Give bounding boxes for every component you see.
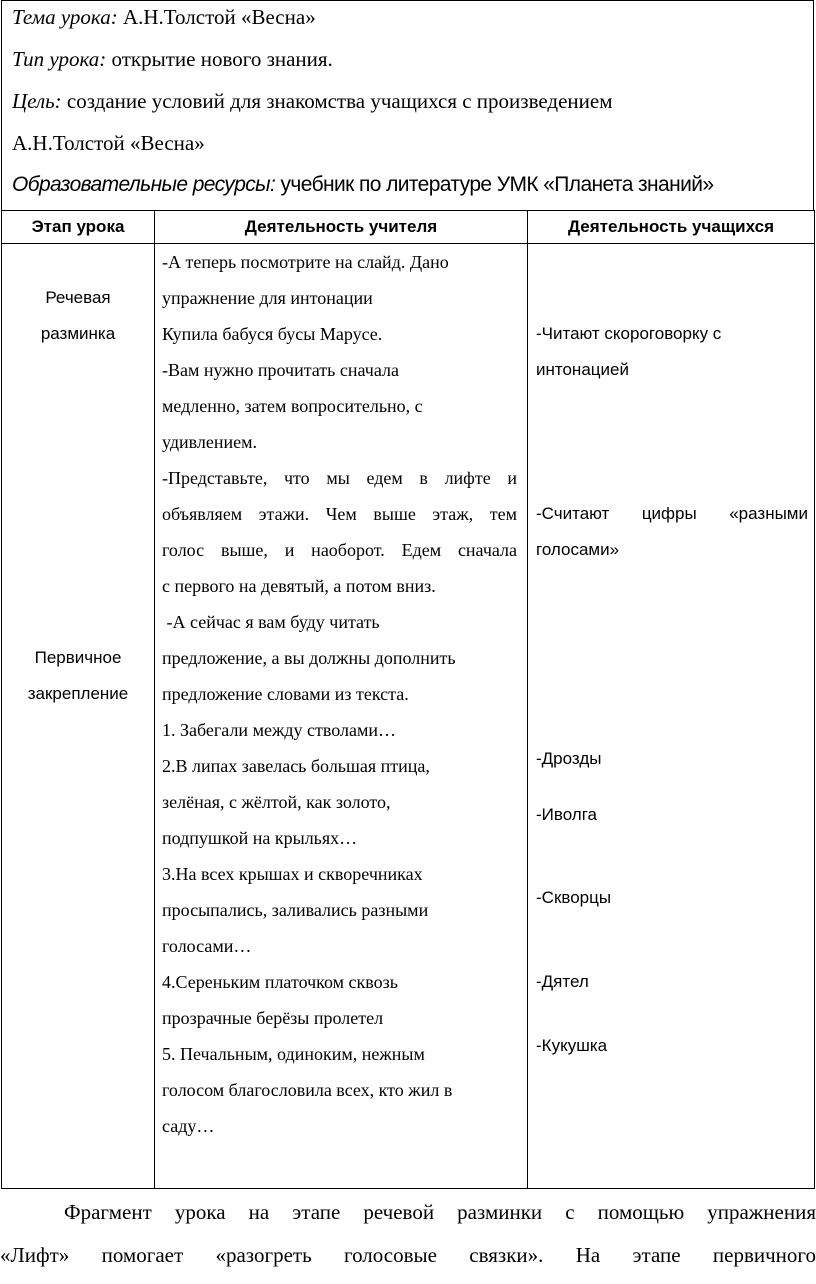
teacher-line: просыпались, заливались разными: [162, 900, 429, 920]
type-label: Тип урока:: [12, 47, 107, 71]
teacher-line: медленно, затем вопросительно, с: [162, 396, 423, 416]
teacher-line: -Вам нужно прочитать сначала: [162, 360, 399, 380]
stage-warmup-line2: разминка: [40, 324, 116, 343]
stage-warmup-line1: Речевая: [45, 288, 111, 307]
paragraph-line-1: Фрагмент урока на этапе речевой разминки с помощью упражнения: [64, 1200, 816, 1224]
table-header-row: [2, 211, 815, 244]
student-line: голосами»: [536, 540, 620, 559]
lesson-header: [1, 0, 814, 210]
teacher-line: -А теперь посмотрите на слайд. Дано: [162, 252, 449, 272]
resources-label: Образовательные ресурсы:: [12, 173, 276, 196]
teacher-line: упражнение для интонации: [162, 288, 373, 308]
teacher-line: с первого на девятый, а потом вниз.: [162, 576, 436, 596]
teacher-line: предложение словами из текста.: [162, 684, 409, 704]
teacher-line: удивлением.: [162, 432, 258, 452]
student-line: интонацией: [536, 360, 629, 379]
teacher-line: 3.На всех крышах и скворечниках: [162, 864, 423, 884]
teacher-line: саду…: [162, 1116, 215, 1136]
student-line: -Читают скороговорку с: [536, 324, 722, 343]
student-line: -Дрозды: [536, 749, 602, 768]
teacher-line: 4.Сереньким платочком сквозь: [162, 972, 398, 992]
resources-value: учебник по литературе УМК «Планета знаний»: [280, 173, 714, 196]
teacher-line: зелёная, с жёлтой, как золото,: [162, 792, 391, 812]
teacher-line: -А сейчас я вам буду читать: [162, 612, 380, 632]
topic-line: [12, 5, 316, 30]
teacher-line: предложение, а вы должны дополнить: [162, 648, 456, 668]
goal-value: создание условий для знакомства учащихся с произведением: [66, 89, 613, 113]
topic-value: А.Н.Толстой «Весна»: [122, 5, 316, 29]
teacher-cell: [155, 244, 528, 1189]
teacher-line: голосом благословила всех, кто жил в: [162, 1080, 453, 1100]
student-line: -Кукушка: [536, 1036, 608, 1055]
col-header-teacher: Деятельность учителя: [155, 211, 528, 244]
table-row: [2, 244, 815, 1189]
teacher-line: 5. Печальным, одиноким, нежным: [162, 1044, 425, 1064]
teacher-line: подпушкой на крыльях…: [162, 828, 358, 848]
col-header-stage: Этап урока: [2, 211, 155, 244]
teacher-line: объявляем этажи. Чем выше этаж, тем: [162, 504, 517, 524]
lesson-table: [1, 210, 815, 1189]
teacher-line: голос выше, и наоборот. Едем сначала: [162, 540, 517, 560]
students-cell: [528, 244, 815, 1189]
student-line: -Скворцы: [536, 888, 612, 907]
type-line: [12, 47, 333, 72]
col-header-students: Деятельность учащихся: [528, 211, 815, 244]
goal-label: Цель:: [12, 89, 62, 113]
topic-label: Тема урока:: [12, 5, 118, 29]
student-line: -Дятел: [536, 972, 589, 991]
student-line: -Иволга: [536, 805, 598, 824]
stage-consolidation-line1: Первичное: [34, 648, 122, 667]
resources-line: [12, 173, 713, 197]
type-value: открытие нового знания.: [111, 47, 333, 71]
teacher-line: голосами…: [162, 936, 252, 956]
teacher-line: 1. Забегали между стволами…: [162, 720, 397, 740]
teacher-line: 2.В липах завелась большая птица,: [162, 756, 430, 776]
goal-line-2: А.Н.Толстой «Весна»: [12, 131, 205, 155]
teacher-line: прозрачные берёзы пролетел: [162, 1008, 384, 1028]
stage-cell: [2, 244, 155, 1189]
student-line: -Считают цифры «разными: [536, 504, 808, 523]
teacher-line: -Представьте, что мы едем в лифте и: [162, 468, 517, 488]
paragraph-line-2: «Лифт» помогает «разогреть голосовые связки». На этапе первичного: [0, 1243, 816, 1267]
goal-line: [12, 89, 613, 114]
stage-consolidation-line2: закрепление: [27, 684, 129, 703]
teacher-line: Купила бабуся бусы Марусе.: [162, 324, 383, 344]
